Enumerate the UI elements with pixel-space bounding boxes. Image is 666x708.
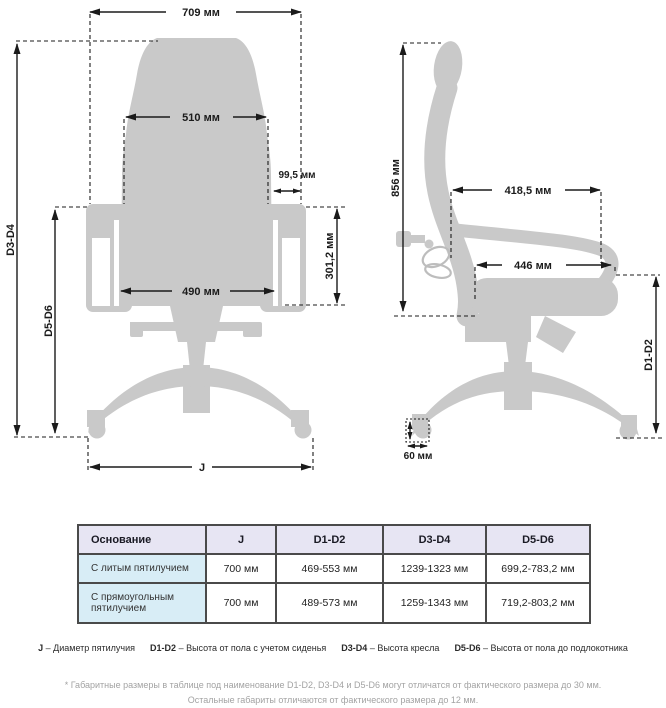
legend-term: D3-D4 xyxy=(341,643,368,653)
cell-value: 719,2-803,2 мм xyxy=(486,583,590,623)
dim-seat-height-label: D1-D2 xyxy=(643,339,655,371)
legend-def: – Высота от пола с учетом сиденья xyxy=(178,643,327,653)
dim-seat-width-label: 490 мм xyxy=(182,286,220,298)
legend-term: J xyxy=(38,643,44,653)
row-label: С прямоугольным пятилучием xyxy=(78,583,206,623)
legend-def: – Высота от пола до подлокотника xyxy=(482,643,628,653)
col-header-base: Основание xyxy=(78,525,206,554)
dim-back-height-label: 856 мм xyxy=(390,159,402,197)
legend-item-d1d2 xyxy=(150,643,326,653)
col-header-d5d6: D5-D6 xyxy=(486,525,590,554)
cell-value: 700 мм xyxy=(206,554,276,583)
table-row xyxy=(78,583,590,623)
dim-base-diameter-label: J xyxy=(198,462,206,474)
legend-item-d3d4 xyxy=(341,643,439,653)
dim-caster-size-label: 60 мм xyxy=(403,451,433,462)
cell-value: 700 мм xyxy=(206,583,276,623)
col-header-d1d2: D1-D2 xyxy=(276,525,383,554)
dim-seat-depth-label: 446 мм xyxy=(514,260,552,272)
footnote-line2: Остальные габариты отличаются от фактического размера до 12 мм. xyxy=(187,695,479,705)
legend-term: D1-D2 xyxy=(150,643,177,653)
dim-armrest-height-label: 301,2 мм xyxy=(324,232,336,280)
dim-overall-width-label: 709 мм xyxy=(182,7,220,19)
dim-chair-height-label: D3-D4 xyxy=(5,224,17,256)
col-header-j: J xyxy=(206,525,276,554)
cell-value: 699,2-783,2 мм xyxy=(486,554,590,583)
dim-backrest-width-label: 510 мм xyxy=(182,112,220,124)
chair-front-silhouette xyxy=(86,38,312,439)
row-label: С литым пятилучием xyxy=(78,554,206,583)
dimensions-table xyxy=(77,524,591,624)
dim-base-diameter xyxy=(88,438,313,474)
dim-seat-height xyxy=(616,275,662,438)
legend-item-d5d6 xyxy=(454,643,627,653)
chair-side-silhouette xyxy=(396,39,639,439)
table-header-row xyxy=(78,525,590,554)
cell-value: 489-573 мм xyxy=(276,583,383,623)
dim-upper-depth xyxy=(451,185,601,263)
dim-upper-depth-label: 418,5 мм xyxy=(504,185,552,197)
cell-value: 1259-1343 мм xyxy=(383,583,486,623)
cell-value: 1239-1323 мм xyxy=(383,554,486,583)
dim-armrest-floor-label: D5-D6 xyxy=(43,305,55,337)
dim-armrest-floor xyxy=(43,207,88,433)
table-row xyxy=(78,554,590,583)
legend-term: D5-D6 xyxy=(454,643,481,653)
legend xyxy=(0,643,666,653)
legend-item-j xyxy=(38,643,135,653)
dim-armrest-offset-label: 99,5 мм xyxy=(278,170,316,181)
cell-value: 469-553 мм xyxy=(276,554,383,583)
footnote xyxy=(0,678,666,708)
dim-armrest-offset xyxy=(274,170,316,191)
legend-def: – Высота кресла xyxy=(369,643,440,653)
col-header-d3d4: D3-D4 xyxy=(383,525,486,554)
legend-def: – Диаметр пятилучия xyxy=(45,643,136,653)
footnote-line1: * Габаритные размеры в таблице под наименование D1-D2, D3-D4 и D5-D6 могут отличатся от фактического размера до 30 мм. xyxy=(64,680,602,690)
